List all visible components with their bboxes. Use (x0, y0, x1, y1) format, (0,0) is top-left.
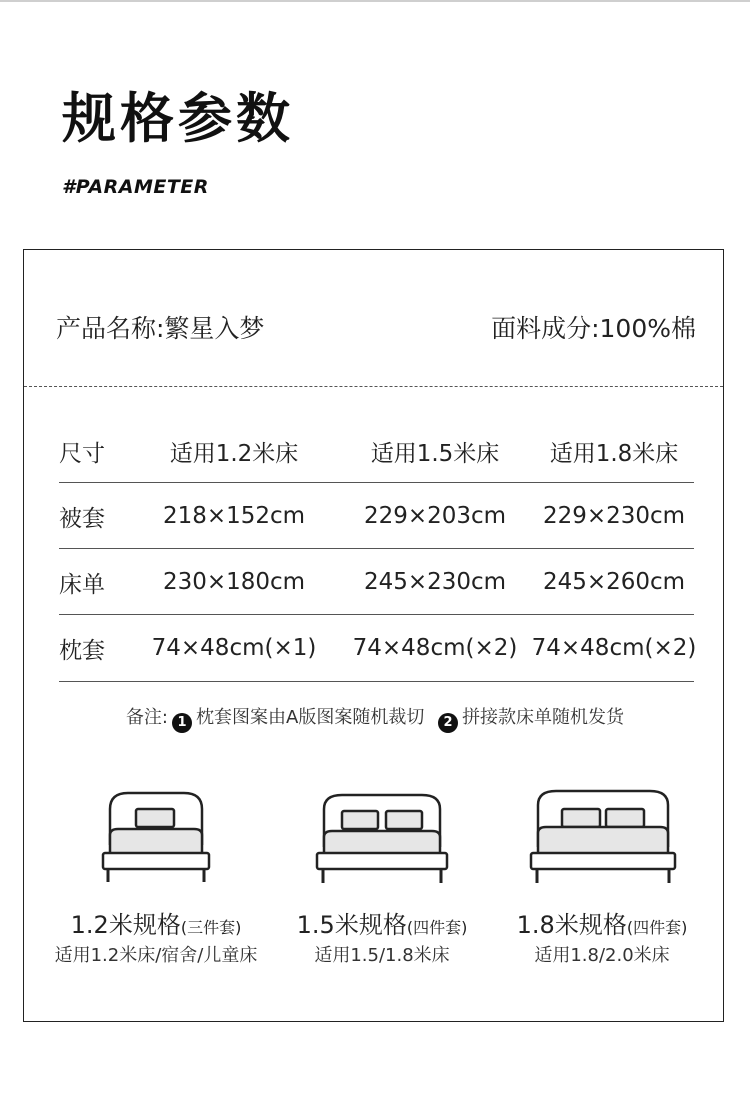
table-cell: 74×48cm(×2) (352, 635, 518, 661)
table-cell: 229×203cm (363, 503, 507, 529)
note-item-1: 枕套图案由A版图案随机裁切 (196, 707, 425, 728)
note-item-2: 拼接款床单随机发货 (462, 707, 625, 728)
top-divider (0, 0, 750, 2)
bed-spec-title (276, 905, 488, 940)
table-cell-label: 被套 (59, 505, 105, 532)
table-header-row (59, 418, 694, 484)
table-cell: 218×152cm (162, 503, 306, 529)
table-header-cell: 尺寸 (59, 440, 105, 467)
table-row (59, 549, 694, 615)
product-name: 产品名称:繁星入梦 (56, 314, 265, 343)
table-cell: 245×230cm (363, 569, 507, 595)
page-subtitle: #PARAMETER (62, 176, 209, 198)
bed-spec-suffix: (四件套) (406, 918, 468, 937)
table-row (59, 483, 694, 549)
table-cell: 245×260cm (542, 569, 686, 595)
table-cell: 74×48cm(×1) (151, 635, 317, 661)
bed-spec-desc: 适用1.5/1.8米床 (314, 945, 450, 966)
note-line (0, 703, 750, 733)
table-cell-label: 床单 (59, 571, 105, 598)
table-header-cell: 适用1.8米床 (549, 440, 679, 467)
dashed-divider (24, 386, 723, 387)
table-cell: 230×180cm (162, 569, 306, 595)
bed-spec-name: 1.2米规格 (70, 911, 181, 939)
single-bed-icon (100, 785, 212, 885)
king-bed-icon (528, 785, 678, 887)
bed-spec-name: 1.5米规格 (296, 911, 407, 939)
table-divider (59, 681, 694, 682)
table-cell: 229×230cm (542, 503, 686, 529)
table-row (59, 615, 697, 681)
number-two-icon: 2 (438, 713, 458, 733)
bed-spec-title (50, 905, 262, 940)
page-title: 规格参数 (62, 87, 294, 150)
bed-spec-desc: 适用1.2米床/宿舍/儿童床 (54, 945, 258, 966)
table-cell: 74×48cm(×2) (531, 635, 697, 661)
double-bed-icon (314, 785, 450, 887)
bed-spec-desc: 适用1.8/2.0米床 (534, 945, 670, 966)
bed-spec-suffix: (四件套) (626, 918, 688, 937)
table-cell-label: 枕套 (59, 637, 105, 664)
bed-spec-title (496, 905, 708, 940)
bed-spec-name: 1.8米规格 (516, 911, 627, 939)
table-header-cell: 适用1.2米床 (169, 440, 299, 467)
note-prefix: 备注: (125, 707, 169, 728)
table-header-cell: 适用1.5米床 (370, 440, 500, 467)
material-composition: 面料成分:100%棉 (491, 314, 696, 343)
number-one-icon: 1 (172, 713, 192, 733)
bed-spec-suffix: (三件套) (180, 918, 242, 937)
